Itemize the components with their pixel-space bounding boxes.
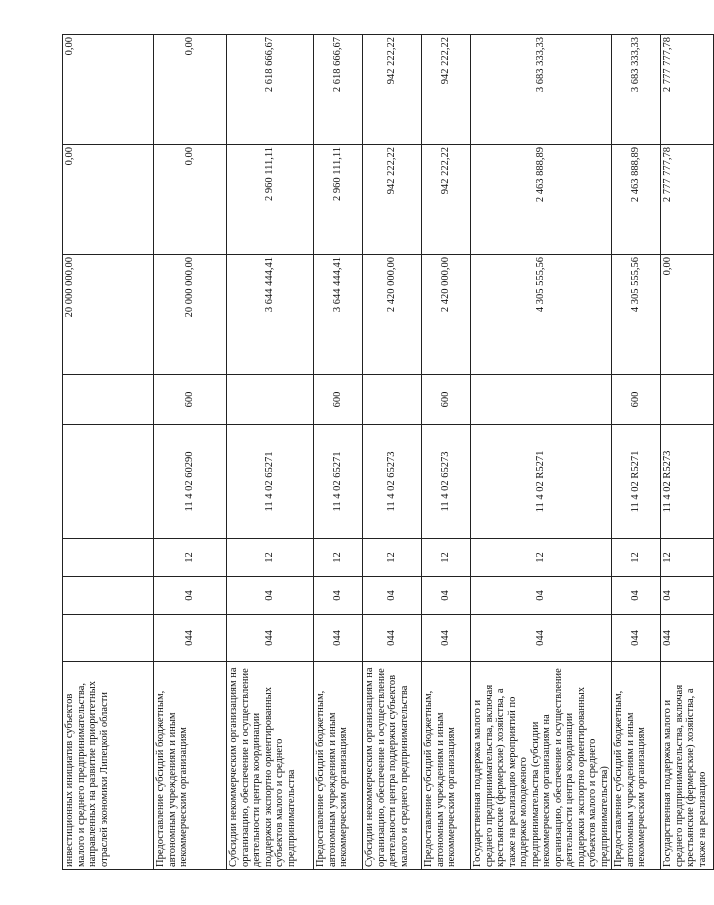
row-description: Предоставление субсидий бюджетным, автономным учреждениям и иным некоммерческим организациям bbox=[612, 662, 661, 870]
admin-code: 044 bbox=[314, 615, 363, 662]
amount-year-2: 2 960 111,11 bbox=[314, 145, 363, 255]
amount-year-2: 2 463 888,89 bbox=[471, 145, 612, 255]
amount-year-1: 3 644 444,41 bbox=[314, 255, 363, 375]
admin-code: 044 bbox=[227, 615, 314, 662]
amount-year-1: 0,00 bbox=[661, 255, 714, 375]
expense-type-code bbox=[227, 375, 314, 425]
amount-year-2: 0,00 bbox=[63, 145, 154, 255]
target-code: 11 4 02 R5271 bbox=[612, 425, 661, 539]
section-code: 04 bbox=[154, 577, 227, 615]
table-row bbox=[422, 35, 471, 870]
budget-table bbox=[62, 34, 714, 870]
amount-year-3: 2 618 666,67 bbox=[314, 35, 363, 145]
section-code: 04 bbox=[471, 577, 612, 615]
amount-year-2: 942 222,22 bbox=[363, 145, 422, 255]
section-code: 04 bbox=[314, 577, 363, 615]
admin-code: 044 bbox=[422, 615, 471, 662]
admin-code: 044 bbox=[154, 615, 227, 662]
expense-type-code bbox=[471, 375, 612, 425]
section-code: 04 bbox=[612, 577, 661, 615]
subsection-code: 12 bbox=[314, 539, 363, 577]
section-code: 04 bbox=[363, 577, 422, 615]
section-code: 04 bbox=[422, 577, 471, 615]
target-code: 11 4 02 R5271 bbox=[471, 425, 612, 539]
target-code: 11 4 02 65273 bbox=[363, 425, 422, 539]
row-description: Субсидии некоммерческим организациям на организацию, обеспечение и осуществление деятельности центра координации поддержки экспортно ориентированных субъектов малого и среднего предпринимательства bbox=[227, 662, 314, 870]
amount-year-2: 2 463 888,89 bbox=[612, 145, 661, 255]
amount-year-3: 0,00 bbox=[63, 35, 154, 145]
subsection-code: 12 bbox=[471, 539, 612, 577]
expense-type-code: 600 bbox=[422, 375, 471, 425]
expense-type-code: 600 bbox=[612, 375, 661, 425]
admin-code: 044 bbox=[471, 615, 612, 662]
amount-year-3: 3 683 333,33 bbox=[612, 35, 661, 145]
subsection-code bbox=[63, 539, 154, 577]
admin-code: 044 bbox=[661, 615, 714, 662]
expense-type-code bbox=[63, 375, 154, 425]
subsection-code: 12 bbox=[363, 539, 422, 577]
row-description: Предоставление субсидий бюджетным, автономным учреждениям и иным некоммерческим организациям bbox=[314, 662, 363, 870]
amount-year-1: 2 420 000,00 bbox=[363, 255, 422, 375]
amount-year-3: 2 618 666,67 bbox=[227, 35, 314, 145]
table-row bbox=[661, 35, 714, 870]
amount-year-3: 2 777 777,78 bbox=[661, 35, 714, 145]
target-code: 11 4 02 65271 bbox=[227, 425, 314, 539]
expense-type-code: 600 bbox=[314, 375, 363, 425]
subsection-code: 12 bbox=[661, 539, 714, 577]
table-row bbox=[154, 35, 227, 870]
expense-type-code bbox=[661, 375, 714, 425]
target-code: 11 4 02 R5273 bbox=[661, 425, 714, 539]
row-description: Предоставление субсидий бюджетным, автономным учреждениям и иным некоммерческим организациям bbox=[154, 662, 227, 870]
subsection-code: 12 bbox=[227, 539, 314, 577]
amount-year-2: 0,00 bbox=[154, 145, 227, 255]
table-row bbox=[471, 35, 612, 870]
amount-year-3: 942 222,22 bbox=[422, 35, 471, 145]
amount-year-1: 20 000 000,00 bbox=[63, 255, 154, 375]
admin-code bbox=[63, 615, 154, 662]
amount-year-3: 942 222,22 bbox=[363, 35, 422, 145]
admin-code: 044 bbox=[363, 615, 422, 662]
row-description: Государственная поддержка малого и среднего предпринимательства, включая крестьянские (фермерские) хозяйства, а также на реализацию bbox=[661, 662, 714, 870]
row-description: Субсидии некоммерческим организациям на организацию, обеспечение и осуществление деятельности центра поддержки субъектов малого и среднего предпринимательства bbox=[363, 662, 422, 870]
target-code: 11 4 02 60290 bbox=[154, 425, 227, 539]
target-code bbox=[63, 425, 154, 539]
subsection-code: 12 bbox=[154, 539, 227, 577]
amount-year-2: 2 960 111,11 bbox=[227, 145, 314, 255]
expense-type-code: 600 bbox=[154, 375, 227, 425]
amount-year-1: 4 305 555,56 bbox=[612, 255, 661, 375]
subsection-code: 12 bbox=[422, 539, 471, 577]
subsection-code: 12 bbox=[612, 539, 661, 577]
section-code bbox=[63, 577, 154, 615]
amount-year-1: 2 420 000,00 bbox=[422, 255, 471, 375]
amount-year-2: 2 777 777,78 bbox=[661, 145, 714, 255]
expense-type-code bbox=[363, 375, 422, 425]
table-row bbox=[63, 35, 154, 870]
amount-year-1: 20 000 000,00 bbox=[154, 255, 227, 375]
target-code: 11 4 02 65271 bbox=[314, 425, 363, 539]
table-row bbox=[314, 35, 363, 870]
admin-code: 044 bbox=[612, 615, 661, 662]
row-description: Государственная поддержка малого и среднего предпринимательства, включая крестьянские (фермерские) хозяйства, а также на реализацию мероприятий по поддержке молодежного предпринимательства (субсидии некоммерческим организациям на организацию, обеспечение и осуществление деятельности центра координации поддержки экспортно ориентированных субъектов малого и среднего предпринимательства) bbox=[471, 662, 612, 870]
table-row bbox=[227, 35, 314, 870]
amount-year-1: 4 305 555,56 bbox=[471, 255, 612, 375]
table-row bbox=[363, 35, 422, 870]
row-description: Предоставление субсидий бюджетным, автономным учреждениям и иным некоммерческим организациям bbox=[422, 662, 471, 870]
table-row bbox=[612, 35, 661, 870]
amount-year-3: 0,00 bbox=[154, 35, 227, 145]
amount-year-2: 942 222,22 bbox=[422, 145, 471, 255]
target-code: 11 4 02 65273 bbox=[422, 425, 471, 539]
amount-year-1: 3 644 444,41 bbox=[227, 255, 314, 375]
section-code: 04 bbox=[227, 577, 314, 615]
section-code: 04 bbox=[661, 577, 714, 615]
row-description: инвестиционных инициатив субъектов малого и среднего предпринимательства, направленных на развитие приоритетных отраслей экономики Липецкой области bbox=[63, 662, 154, 870]
amount-year-3: 3 683 333,33 bbox=[471, 35, 612, 145]
